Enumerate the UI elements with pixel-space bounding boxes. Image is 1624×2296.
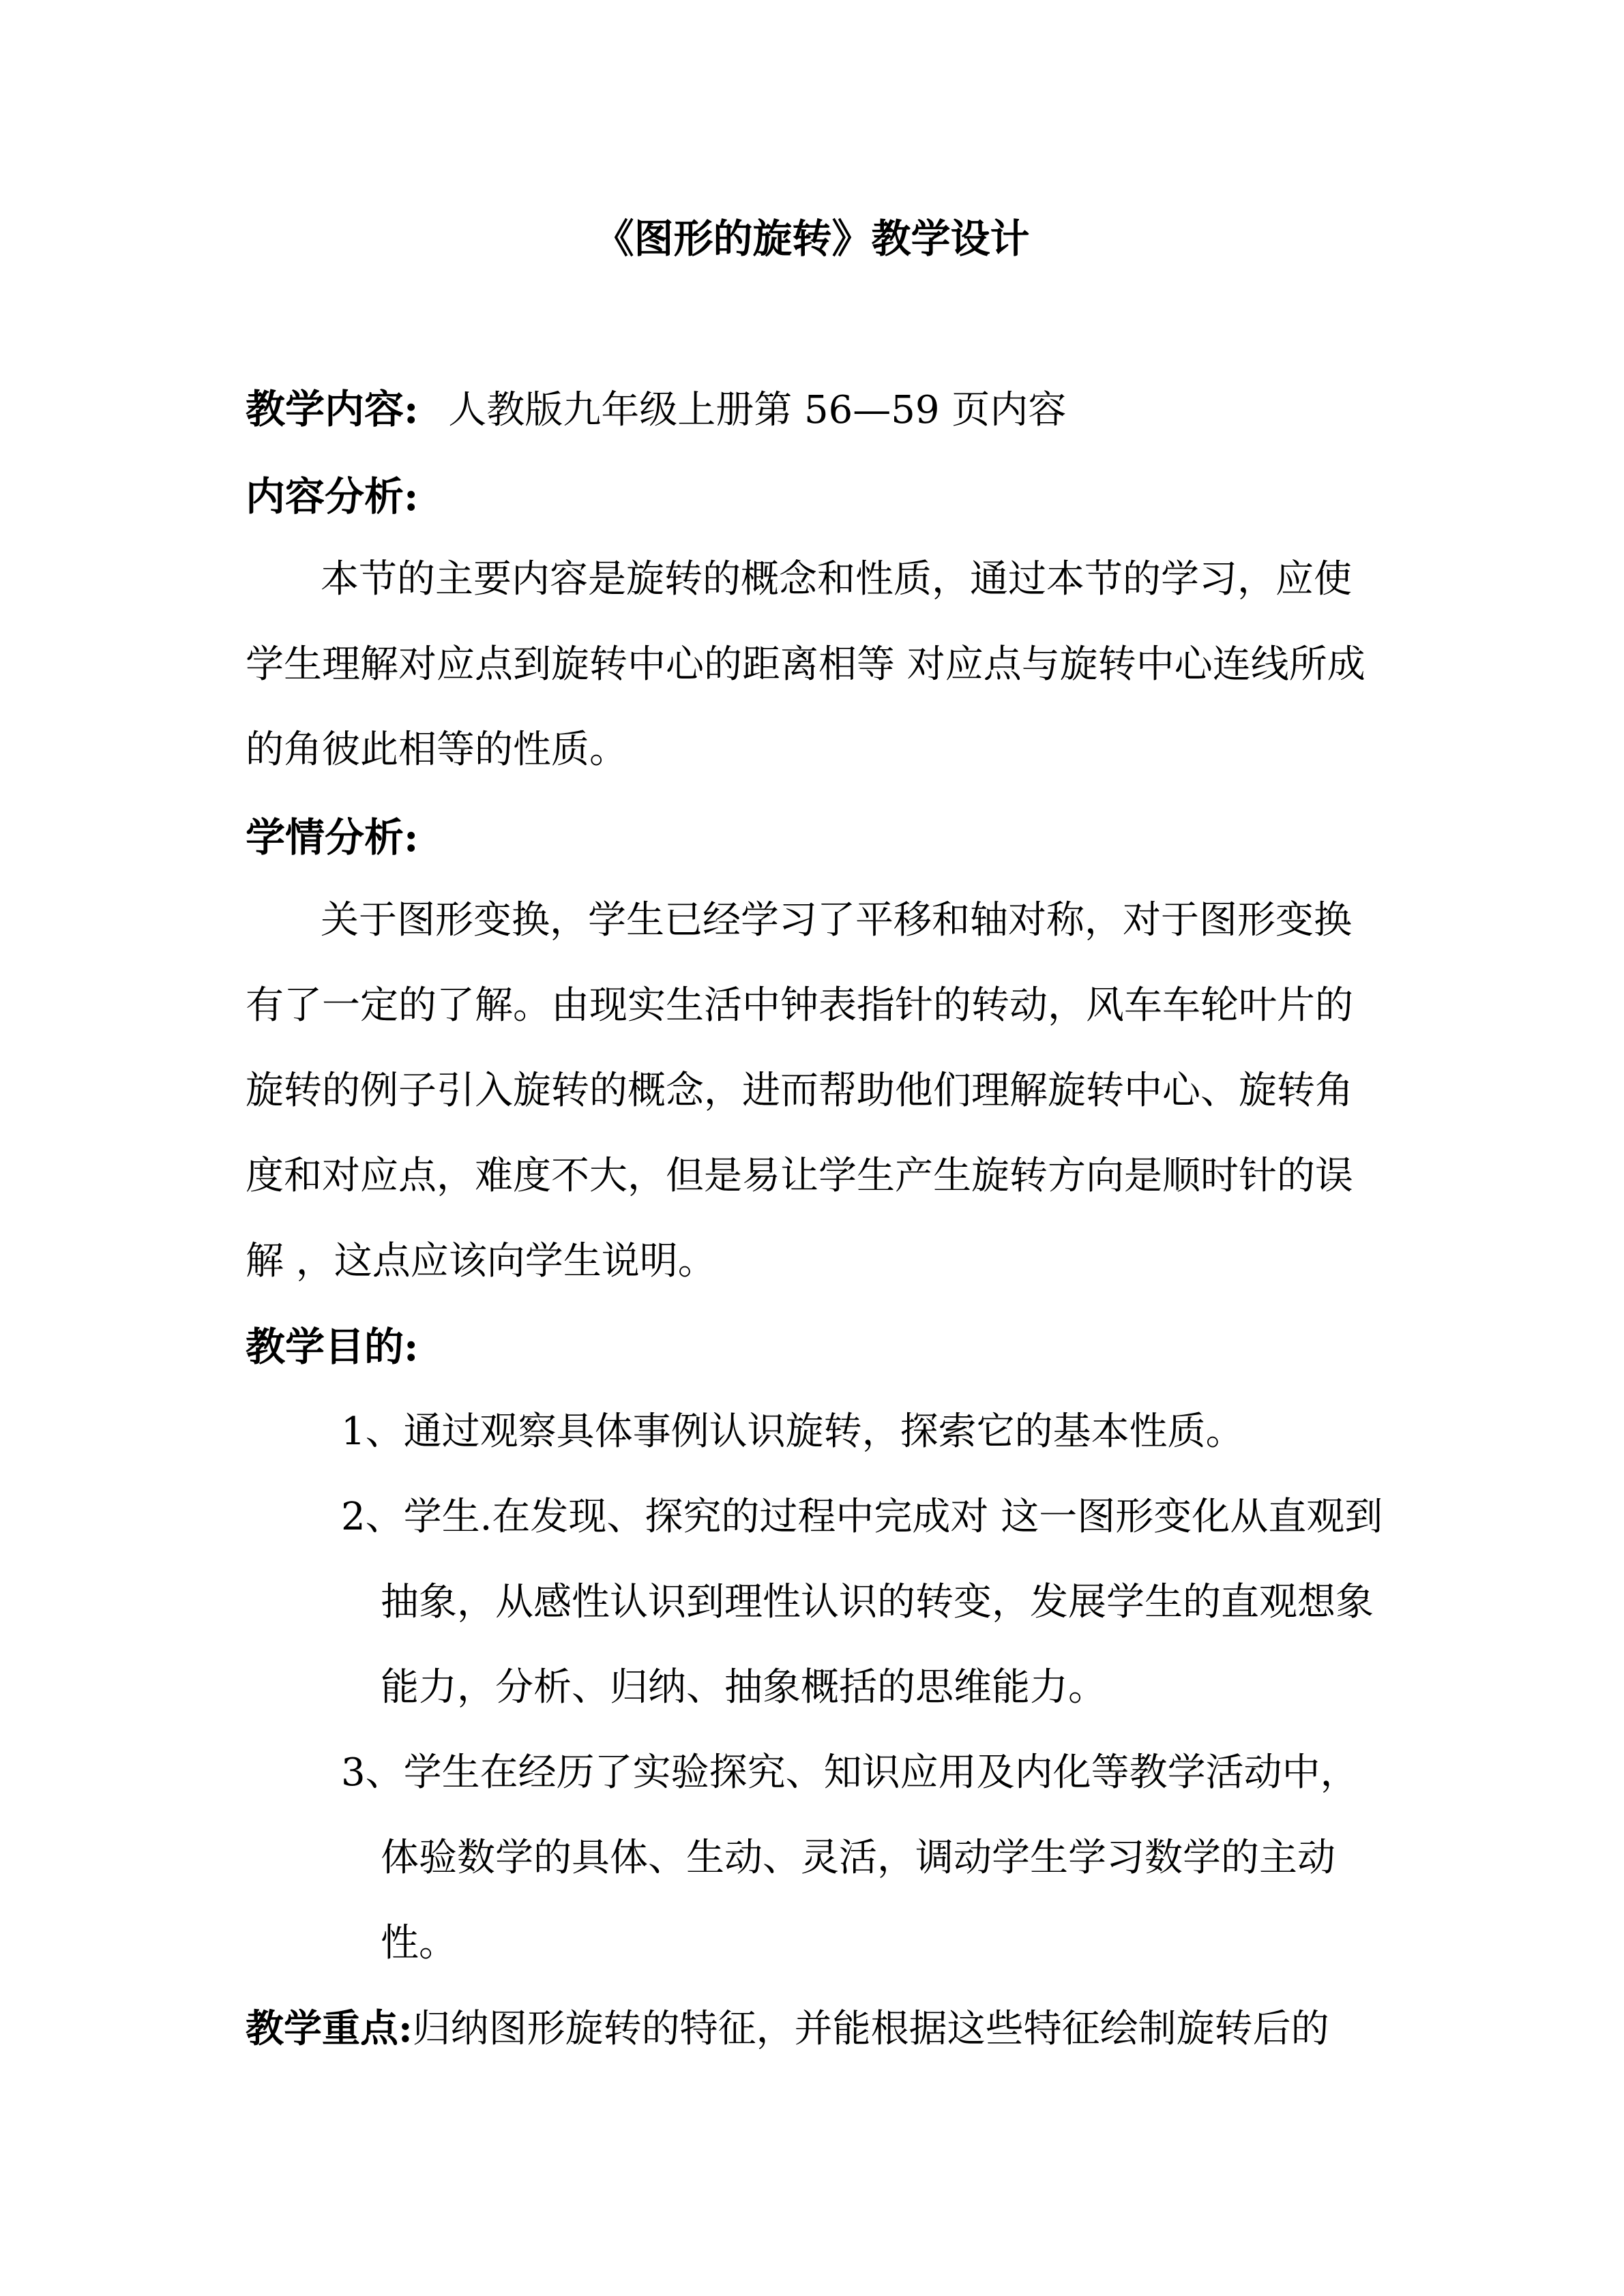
student-analysis-line: 关于图形变换，学生已经学习了平移和轴对称，对于图形变换 [321, 898, 1352, 942]
goal-item-2-line: 抽象，从感性认识到理性认识的转变，发展学生的直观想象 [381, 1580, 1374, 1624]
student-analysis-heading: 学情分析: [246, 814, 419, 861]
teaching-content-label: 教学内容: [246, 386, 419, 432]
goal-item-3-line: 体验数学的具体、生动、灵活，调动学生学习数学的主动 [381, 1836, 1335, 1880]
student-analysis-line: 旋转的例子引入旋转的概念，进而帮助他们理解旋转中心、旋转角 [246, 1069, 1353, 1113]
content-analysis-line: 本节的主要内容是旋转的概念和性质，通过本节的学习，应使 [321, 557, 1352, 601]
key-point-text: 归纳图形旋转的特征，并能根据这些特征绘制旋转后的 [412, 2007, 1329, 2051]
goal-item-3-line: 性。 [381, 1921, 457, 1965]
goal-item-3-line: 3、学生在经历了实验探究、知识应用及内化等教学活动中， [341, 1750, 1359, 1795]
document-title: 《图形的旋转》教学设计 [594, 215, 1030, 262]
student-analysis-line: 有了一定的了解。由现实生活中钟表指针的转动，风车车轮叶片的 [246, 983, 1353, 1028]
content-analysis-line: 的角彼此相等的性质。 [246, 728, 628, 772]
teaching-content-row [246, 382, 1066, 438]
teaching-content-text: 人教版九年级上册第 56—59 页内容 [448, 388, 1067, 432]
goal-item-2-line: 能力，分析、归纳、抽象概括的思维能力。 [381, 1665, 1106, 1710]
student-analysis-line: 解 ，这点应该向学生说明。 [246, 1239, 716, 1283]
student-analysis-line: 度和对应点，难度不大，但是易让学生产生旋转方向是顺时针的误 [246, 1154, 1353, 1198]
content-analysis-heading: 内容分析: [246, 473, 419, 520]
content-analysis-line: 学生理解对应点到旋转中心的距离相等 对应点与旋转中心连线所成 [246, 642, 1365, 687]
teaching-goals-heading: 教学目的: [246, 1324, 419, 1370]
goal-item-2-line: 2、学生.在发现、探究的过程中完成对 这一图形变化从直观到 [341, 1495, 1383, 1539]
goal-item-1-line: 1、通过观察具体事例认识旋转，探索它的基本性质。 [341, 1410, 1244, 1454]
key-point-row [246, 2001, 1329, 2057]
key-point-label: 教学重点: [246, 2006, 413, 2051]
